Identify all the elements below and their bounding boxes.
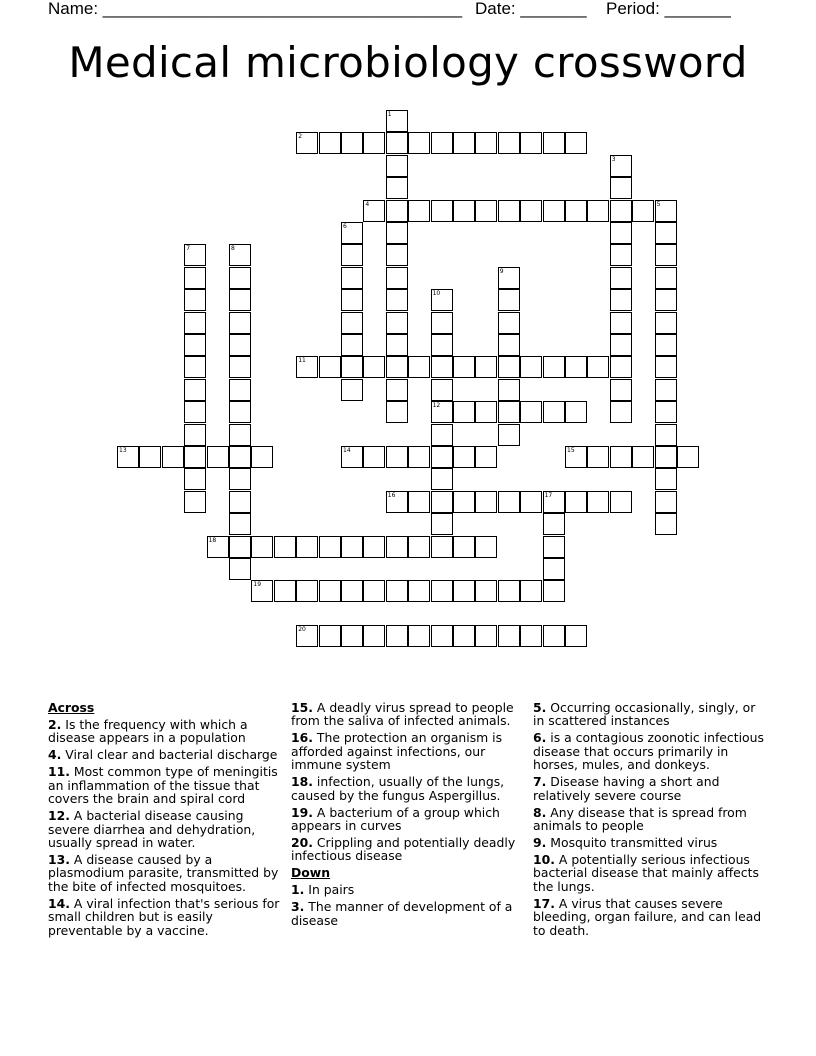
grid-cell[interactable] bbox=[408, 625, 430, 647]
grid-cell[interactable] bbox=[520, 200, 542, 222]
grid-cell[interactable] bbox=[431, 132, 453, 154]
clue-across-18 bbox=[291, 775, 526, 802]
clue-number: 16. bbox=[291, 730, 313, 746]
grid-cell[interactable] bbox=[319, 580, 341, 602]
grid-cell[interactable] bbox=[184, 446, 206, 468]
clue-number: 11. bbox=[48, 764, 70, 780]
grid-cell[interactable] bbox=[386, 132, 408, 154]
grid-cell[interactable] bbox=[408, 132, 430, 154]
grid-cell[interactable] bbox=[363, 356, 385, 378]
grid-cell[interactable] bbox=[117, 446, 139, 468]
grid-cell[interactable] bbox=[341, 446, 363, 468]
cell-number: 9 bbox=[499, 267, 504, 275]
clue-down-7 bbox=[533, 775, 768, 802]
grid-cell[interactable] bbox=[565, 132, 587, 154]
grid-cell[interactable] bbox=[386, 110, 408, 132]
grid-cell[interactable] bbox=[610, 267, 632, 289]
grid-cell[interactable] bbox=[475, 580, 497, 602]
clue-across-4 bbox=[48, 748, 283, 761]
clue-number: 12. bbox=[48, 808, 70, 824]
grid-cell[interactable] bbox=[341, 267, 363, 289]
grid-cell[interactable] bbox=[498, 625, 520, 647]
grid-cell[interactable] bbox=[386, 200, 408, 222]
grid-cell[interactable] bbox=[341, 244, 363, 266]
grid-cell[interactable] bbox=[543, 536, 565, 558]
grid-cell[interactable] bbox=[341, 312, 363, 334]
grid-cell[interactable] bbox=[498, 424, 520, 446]
cell-number: 16 bbox=[387, 491, 396, 499]
grid-cell[interactable] bbox=[386, 625, 408, 647]
grid-cell[interactable] bbox=[475, 625, 497, 647]
grid-cell[interactable] bbox=[655, 356, 677, 378]
grid-cell[interactable] bbox=[408, 536, 430, 558]
grid-cell[interactable] bbox=[498, 334, 520, 356]
grid-cell[interactable] bbox=[453, 200, 475, 222]
grid-cell[interactable] bbox=[655, 334, 677, 356]
cell-number: 17 bbox=[544, 491, 553, 499]
grid-cell[interactable] bbox=[229, 491, 251, 513]
cell-number: 20 bbox=[298, 626, 306, 634]
grid-cell[interactable] bbox=[587, 446, 609, 468]
clue-number: 18. bbox=[291, 774, 313, 790]
clue-number: 8. bbox=[533, 804, 547, 820]
grid-cell[interactable] bbox=[386, 267, 408, 289]
cell-number: 4 bbox=[365, 200, 370, 208]
clue-number: 15. bbox=[291, 700, 313, 715]
grid-cell[interactable] bbox=[229, 446, 251, 468]
grid-cell[interactable] bbox=[543, 513, 565, 535]
grid-cell[interactable] bbox=[363, 625, 385, 647]
grid-cell[interactable] bbox=[274, 536, 296, 558]
cell-number: 11 bbox=[298, 357, 306, 365]
grid-cell[interactable] bbox=[655, 312, 677, 334]
clue-down-3 bbox=[291, 900, 526, 927]
grid-cell[interactable] bbox=[655, 468, 677, 490]
clue-across-11 bbox=[48, 765, 283, 805]
grid-cell[interactable] bbox=[229, 267, 251, 289]
grid-cell[interactable] bbox=[341, 625, 363, 647]
clue-text: Occurring occasionally, singly, or in scattered instances bbox=[533, 700, 756, 729]
grid-cell[interactable] bbox=[431, 446, 453, 468]
cell-number: 3 bbox=[611, 155, 616, 163]
cell-number: 14 bbox=[343, 447, 351, 454]
grid-cell[interactable] bbox=[610, 312, 632, 334]
grid-cell[interactable] bbox=[386, 580, 408, 602]
grid-cell[interactable] bbox=[520, 491, 542, 513]
cell-number: 6 bbox=[343, 223, 347, 230]
clue-text: is a contagious zoonotic infectious disease that occurs primarily in horses, mules, and donkeys. bbox=[533, 730, 764, 773]
grid-cell[interactable] bbox=[251, 536, 273, 558]
grid-cell[interactable] bbox=[453, 446, 475, 468]
grid-cell[interactable] bbox=[431, 536, 453, 558]
grid-cell[interactable] bbox=[184, 334, 206, 356]
grid-cell[interactable] bbox=[520, 356, 542, 378]
grid-cell[interactable] bbox=[431, 513, 453, 535]
grid-cell[interactable] bbox=[431, 491, 453, 513]
clue-number: 19. bbox=[291, 804, 313, 820]
grid-cell[interactable] bbox=[207, 446, 229, 468]
grid-cell[interactable] bbox=[319, 625, 341, 647]
grid-cell[interactable] bbox=[475, 356, 497, 378]
grid-cell[interactable] bbox=[319, 132, 341, 154]
grid-cell[interactable] bbox=[296, 536, 318, 558]
grid-cell[interactable] bbox=[610, 177, 632, 199]
grid-cell[interactable] bbox=[386, 401, 408, 423]
grid-cell[interactable] bbox=[431, 580, 453, 602]
grid-cell[interactable] bbox=[386, 536, 408, 558]
grid-cell[interactable] bbox=[386, 244, 408, 266]
cell-number: 15 bbox=[567, 447, 575, 454]
grid-cell[interactable] bbox=[632, 200, 654, 222]
grid-cell[interactable] bbox=[229, 379, 251, 401]
grid-cell[interactable] bbox=[341, 536, 363, 558]
grid-cell[interactable] bbox=[475, 401, 497, 423]
grid-cell[interactable] bbox=[498, 200, 520, 222]
clue-across-2 bbox=[48, 718, 283, 745]
grid-cell[interactable] bbox=[386, 491, 408, 513]
grid-cell[interactable] bbox=[341, 356, 363, 378]
cell-number: 8 bbox=[231, 245, 235, 253]
clue-number: 13. bbox=[48, 852, 70, 868]
grid-cell[interactable] bbox=[363, 446, 385, 468]
clue-number: 9. bbox=[533, 835, 547, 851]
grid-cell[interactable] bbox=[319, 356, 341, 378]
grid-cell[interactable] bbox=[229, 312, 251, 334]
clue-text: A viral infection that's serious for small children but is easily preventable by a vaccine. bbox=[48, 895, 280, 938]
grid-cell[interactable] bbox=[565, 625, 587, 647]
grid-cell[interactable] bbox=[475, 536, 497, 558]
clue-text: A deadly virus spread to people from the saliva of infected animals. bbox=[291, 700, 514, 729]
grid-cell[interactable] bbox=[386, 356, 408, 378]
grid-cell[interactable] bbox=[229, 558, 251, 580]
grid-cell[interactable] bbox=[341, 334, 363, 356]
grid-cell[interactable] bbox=[655, 200, 677, 222]
grid-cell[interactable] bbox=[386, 379, 408, 401]
grid-cell[interactable] bbox=[363, 536, 385, 558]
clue-down-17 bbox=[533, 897, 768, 937]
grid-cell[interactable] bbox=[408, 356, 430, 378]
clue-number: 17. bbox=[533, 895, 555, 911]
grid-cell[interactable] bbox=[610, 379, 632, 401]
clue-number: 10. bbox=[533, 852, 555, 868]
grid-cell[interactable] bbox=[498, 312, 520, 334]
period-field[interactable]: Period: _______ bbox=[606, 0, 731, 18]
clue-number: 14. bbox=[48, 895, 70, 911]
grid-cell[interactable] bbox=[587, 356, 609, 378]
cell-number: 12 bbox=[432, 402, 441, 410]
grid-cell[interactable] bbox=[655, 513, 677, 535]
clue-down-5 bbox=[533, 701, 768, 728]
page-title: Medical microbiology crossword bbox=[68, 38, 748, 87]
grid-cell[interactable] bbox=[251, 446, 273, 468]
clue-down-9 bbox=[533, 836, 768, 849]
clue-across-19 bbox=[291, 806, 526, 833]
grid-cell[interactable] bbox=[498, 132, 520, 154]
grid-cell[interactable] bbox=[453, 580, 475, 602]
grid-cell[interactable] bbox=[431, 401, 453, 423]
grid-cell[interactable] bbox=[341, 222, 363, 244]
cell-number: 1 bbox=[387, 111, 392, 118]
grid-cell[interactable] bbox=[431, 379, 453, 401]
clue-text: Mosquito transmitted virus bbox=[550, 835, 718, 851]
grid-cell[interactable] bbox=[610, 155, 632, 177]
clue-text: A virus that causes severe bleeding, organ failure, and can lead to death. bbox=[533, 895, 762, 938]
cell-number: 7 bbox=[186, 245, 191, 253]
clue-number: 4. bbox=[48, 747, 62, 763]
grid-cell[interactable] bbox=[431, 200, 453, 222]
grid-cell[interactable] bbox=[520, 132, 542, 154]
grid-cell[interactable] bbox=[610, 222, 632, 244]
grid-cell[interactable] bbox=[610, 401, 632, 423]
cell-number: 18 bbox=[208, 536, 217, 544]
grid-cell[interactable] bbox=[677, 446, 699, 468]
grid-cell[interactable] bbox=[341, 289, 363, 311]
clue-column-3 bbox=[533, 701, 768, 941]
grid-cell[interactable] bbox=[386, 289, 408, 311]
clue-text: A bacterium of a group which appears in curves bbox=[291, 804, 500, 834]
grid-cell[interactable] bbox=[475, 132, 497, 154]
grid-cell[interactable] bbox=[296, 580, 318, 602]
grid-cell[interactable] bbox=[341, 580, 363, 602]
grid-cell[interactable] bbox=[655, 379, 677, 401]
grid-cell[interactable] bbox=[610, 244, 632, 266]
clue-text: Most common type of meningitis an inflammation of the tissue that covers the brain and spiral cord bbox=[48, 764, 278, 807]
grid-cell[interactable] bbox=[543, 491, 565, 513]
grid-cell[interactable] bbox=[453, 132, 475, 154]
grid-cell[interactable] bbox=[655, 401, 677, 423]
grid-cell[interactable] bbox=[431, 356, 453, 378]
grid-cell[interactable] bbox=[587, 491, 609, 513]
grid-cell[interactable] bbox=[655, 491, 677, 513]
grid-cell[interactable] bbox=[363, 580, 385, 602]
grid-cell[interactable] bbox=[587, 200, 609, 222]
clue-text: Crippling and potentially deadly infectious disease bbox=[291, 835, 516, 864]
clue-text: The protection an organism is afforded against infections, our immune system bbox=[291, 730, 503, 773]
name-field[interactable]: Name: ______________________________________ bbox=[48, 0, 463, 18]
clue-text: Disease having a short and relatively severe course bbox=[533, 774, 720, 803]
clue-across-20 bbox=[291, 836, 526, 863]
grid-cell[interactable] bbox=[610, 334, 632, 356]
grid-cell[interactable] bbox=[408, 580, 430, 602]
clue-text: A potentially serious infectious bacterial disease that mainly affects the lungs. bbox=[533, 852, 759, 894]
grid-cell[interactable] bbox=[229, 424, 251, 446]
grid-cell[interactable] bbox=[431, 334, 453, 356]
grid-cell[interactable] bbox=[229, 513, 251, 535]
grid-cell[interactable] bbox=[543, 580, 565, 602]
clue-across-13 bbox=[48, 853, 283, 893]
grid-cell[interactable] bbox=[431, 468, 453, 490]
grid-cell[interactable] bbox=[341, 132, 363, 154]
grid-cell[interactable] bbox=[453, 625, 475, 647]
cell-number: 10 bbox=[432, 290, 441, 298]
grid-cell[interactable] bbox=[184, 244, 206, 266]
grid-cell[interactable] bbox=[386, 177, 408, 199]
grid-cell[interactable] bbox=[655, 244, 677, 266]
grid-cell[interactable] bbox=[408, 446, 430, 468]
grid-cell[interactable] bbox=[453, 356, 475, 378]
grid-cell[interactable] bbox=[296, 625, 318, 647]
grid-cell[interactable] bbox=[386, 334, 408, 356]
grid-cell[interactable] bbox=[341, 379, 363, 401]
across-heading: Across bbox=[48, 700, 95, 715]
grid-cell[interactable] bbox=[431, 289, 453, 311]
clue-text: A bacterial disease causing severe diarrhea and dehydration, usually spread in water. bbox=[48, 808, 256, 851]
grid-cell[interactable] bbox=[498, 580, 520, 602]
grid-cell[interactable] bbox=[475, 200, 497, 222]
grid-cell[interactable] bbox=[229, 468, 251, 490]
cell-number: 19 bbox=[253, 581, 262, 589]
clue-text: infection, usually of the lungs, caused by the fungus Aspergillus. bbox=[291, 774, 505, 803]
grid-cell[interactable] bbox=[386, 155, 408, 177]
clue-across-12 bbox=[48, 809, 283, 849]
cell-number: 13 bbox=[119, 447, 127, 454]
clue-number: 20. bbox=[291, 835, 313, 851]
grid-cell[interactable] bbox=[251, 580, 273, 602]
grid-cell[interactable] bbox=[363, 132, 385, 154]
grid-cell[interactable] bbox=[184, 468, 206, 490]
grid-cell[interactable] bbox=[207, 536, 229, 558]
grid-cell[interactable] bbox=[610, 289, 632, 311]
grid-cell[interactable] bbox=[565, 401, 587, 423]
grid-cell[interactable] bbox=[184, 312, 206, 334]
grid-cell[interactable] bbox=[184, 401, 206, 423]
cell-number: 5 bbox=[656, 200, 661, 208]
grid-cell[interactable] bbox=[655, 446, 677, 468]
clue-across-14 bbox=[48, 897, 283, 937]
grid-cell[interactable] bbox=[184, 379, 206, 401]
grid-cell[interactable] bbox=[296, 356, 318, 378]
grid-cell[interactable] bbox=[386, 446, 408, 468]
grid-cell[interactable] bbox=[319, 536, 341, 558]
clue-number: 2. bbox=[48, 717, 62, 732]
clue-text: The manner of development of a disease bbox=[291, 899, 513, 928]
grid-cell[interactable] bbox=[543, 200, 565, 222]
grid-cell[interactable] bbox=[184, 267, 206, 289]
grid-cell[interactable] bbox=[475, 491, 497, 513]
clue-number: 3. bbox=[291, 899, 305, 915]
grid-cell[interactable] bbox=[543, 356, 565, 378]
grid-cell[interactable] bbox=[610, 491, 632, 513]
grid-cell[interactable] bbox=[565, 446, 587, 468]
grid-cell[interactable] bbox=[363, 200, 385, 222]
clue-down-10 bbox=[533, 853, 768, 893]
grid-cell[interactable] bbox=[655, 222, 677, 244]
cell-number: 2 bbox=[298, 133, 303, 141]
grid-cell[interactable] bbox=[655, 424, 677, 446]
grid-cell[interactable] bbox=[498, 401, 520, 423]
grid-cell[interactable] bbox=[184, 424, 206, 446]
clue-text: In pairs bbox=[308, 882, 355, 898]
grid-cell[interactable] bbox=[498, 267, 520, 289]
grid-cell[interactable] bbox=[475, 446, 497, 468]
grid-cell[interactable] bbox=[229, 289, 251, 311]
clue-number: 5. bbox=[533, 700, 547, 715]
grid-cell[interactable] bbox=[610, 200, 632, 222]
grid-cell[interactable] bbox=[565, 200, 587, 222]
grid-cell[interactable] bbox=[520, 580, 542, 602]
clue-across-16 bbox=[291, 731, 526, 771]
grid-cell[interactable] bbox=[543, 625, 565, 647]
clue-down-8 bbox=[533, 806, 768, 833]
grid-cell[interactable] bbox=[655, 267, 677, 289]
grid-cell[interactable] bbox=[184, 356, 206, 378]
grid-cell[interactable] bbox=[655, 289, 677, 311]
grid-cell[interactable] bbox=[610, 446, 632, 468]
grid-cell[interactable] bbox=[139, 446, 161, 468]
grid-cell[interactable] bbox=[543, 401, 565, 423]
clue-down-1 bbox=[291, 883, 526, 896]
grid-cell[interactable] bbox=[229, 536, 251, 558]
grid-cell[interactable] bbox=[431, 424, 453, 446]
clue-text: Any disease that is spread from animals to people bbox=[533, 804, 747, 834]
grid-cell[interactable] bbox=[296, 132, 318, 154]
grid-cell[interactable] bbox=[543, 132, 565, 154]
grid-cell[interactable] bbox=[386, 222, 408, 244]
date-field[interactable]: Date: _______ bbox=[475, 0, 587, 18]
grid-cell[interactable] bbox=[229, 244, 251, 266]
grid-cell[interactable] bbox=[229, 401, 251, 423]
grid-cell[interactable] bbox=[565, 491, 587, 513]
clue-across-15 bbox=[291, 701, 526, 728]
grid-cell[interactable] bbox=[162, 446, 184, 468]
grid-cell[interactable] bbox=[610, 356, 632, 378]
grid-cell[interactable] bbox=[386, 312, 408, 334]
grid-cell[interactable] bbox=[229, 356, 251, 378]
grid-cell[interactable] bbox=[498, 379, 520, 401]
clue-down-6 bbox=[533, 731, 768, 771]
clue-number: 7. bbox=[533, 774, 547, 790]
grid-cell[interactable] bbox=[431, 625, 453, 647]
grid-cell[interactable] bbox=[408, 200, 430, 222]
grid-cell[interactable] bbox=[520, 401, 542, 423]
grid-cell[interactable] bbox=[453, 401, 475, 423]
grid-cell[interactable] bbox=[498, 289, 520, 311]
grid-cell[interactable] bbox=[453, 536, 475, 558]
grid-cell[interactable] bbox=[274, 580, 296, 602]
grid-cell[interactable] bbox=[229, 334, 251, 356]
clue-column-1 bbox=[48, 701, 283, 941]
clue-text: A disease caused by a plasmodium parasite, transmitted by the bite of infected mosquitoes. bbox=[48, 852, 279, 894]
grid-cell[interactable] bbox=[498, 356, 520, 378]
clue-number: 1. bbox=[291, 882, 305, 898]
clue-text: Is the frequency with which a disease appears in a population bbox=[48, 717, 248, 746]
grid-cell[interactable] bbox=[184, 491, 206, 513]
clue-text: Viral clear and bacterial discharge bbox=[65, 747, 278, 763]
grid-cell[interactable] bbox=[632, 446, 654, 468]
grid-cell[interactable] bbox=[408, 491, 430, 513]
clue-number: 6. bbox=[533, 730, 547, 746]
down-heading: Down bbox=[291, 865, 331, 881]
grid-cell[interactable] bbox=[543, 558, 565, 580]
grid-cell[interactable] bbox=[565, 356, 587, 378]
grid-cell[interactable] bbox=[184, 289, 206, 311]
grid-cell[interactable] bbox=[431, 312, 453, 334]
grid-cell[interactable] bbox=[498, 491, 520, 513]
clue-column-2 bbox=[291, 701, 526, 931]
grid-cell[interactable] bbox=[453, 491, 475, 513]
grid-cell[interactable] bbox=[520, 625, 542, 647]
